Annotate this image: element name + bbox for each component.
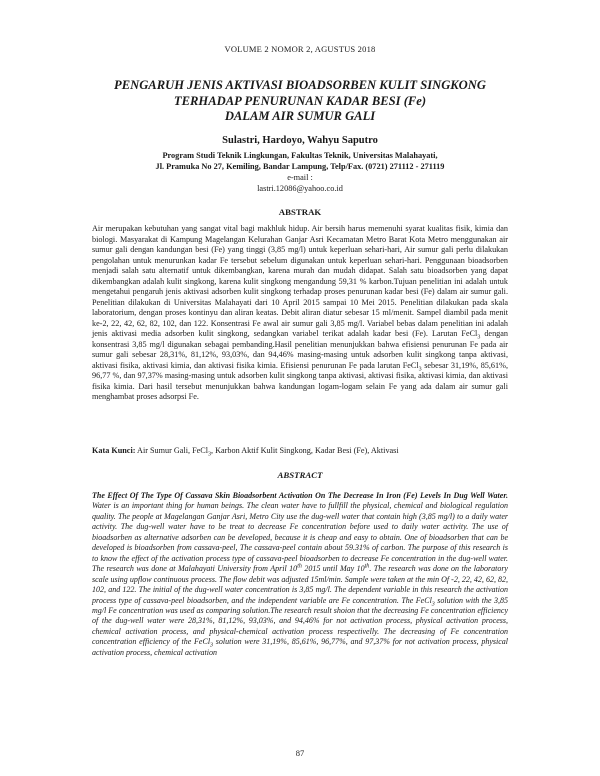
keywords-sub: 3 [208,451,212,458]
journal-header: VOLUME 2 NOMOR 2, AGUSTUS 2018 [224,44,376,54]
keywords-text-a: Air Sumur Gali, FeCl [135,446,209,455]
abstrak-text-b: dengan konsentrasi 3,85 mg/l digunakan sebagai pembanding.Hasil penelitian menunjukkan bahwa efisiensi penurunan Fe pada air sumur gali sebesar 28,31%, 81,12%, 93,03%, dan 94,46% masing-masing untuk adsorben kulit singkong tanpa aktivasi, aktivasi fisika, aktivasi kimia, dan aktivasi fisika kimia. Efisiensi penurunan Fe pada larutan FeCl [92,329,508,370]
page-number: 87 [295,748,305,758]
paper-title [60,78,540,125]
abstrak-body [92,224,508,403]
abstract-text-a: Water is an important thing for human beings. The clean water have to fullfill the physical, chemical and biological regulation quality. The people at Magelangan Ganjar Asri, Metro City use the dug-well water that contain high (3,85 mg/l) to a daily water activity. The dug-well water have to be treat to decrease Fe concentration before used to daily water activity. The use of bioadsorben as alternative adsorben can be developed, because it is cheap and easy to obtain. One of bioadsorben that can be developed is bioadsorben from cassava-peel, The cassava-peel contain about 59.31% of carbon. The purpose of this research is to know the effect of the activation process type of cassava-peel bioadsorben to decrease Fe concentration in the dug-well water. The research was done at Malahayati University from April 10 [92,501,508,574]
abstract-text-b: 2015 until May 10 [301,564,365,574]
title-line-3: DALAM AIR SUMUR GALI [224,109,376,123]
keywords-text-b: , Karbon Aktif Kulit Singkong, Kadar Besi (Fe), Aktivasi [211,446,399,455]
abstrak-sub-a: 3 [477,334,481,341]
abstract-sup-a: th [297,563,302,570]
abstract-sub-a: 3 [431,601,435,608]
keywords [92,446,508,457]
abstrak-heading: ABSTRAK [278,207,322,217]
abstract-text-d: solution with the 3,85 mg/l Fe concentration was used as comparing solution.The research result shoion that the decreasing Fe concentration efficiency of the dug-well water were 28,31%, 81,12%, 93,03%, and 94,46% for not activation process, physical activation process, chemical activation process, and physical-chemical activation process respectivelly. The decreasing of Fe concentration concentration efficiency of the FeCl [92,595,508,647]
abstract-sup-b: th [364,563,370,570]
abstrak-text-a: Air merupakan kebutuhan yang sangat vital bagi makhluk hidup. Air bersih harus memenuhi syarat kualitas fisik, kimia dan biologi. Masyarakat di Kampung Magelangan Kelurahan Ganjar Asri Kecamatan Metro Barat Kota Metro menggunakan air sumur gali dengan kandungan besi (Fe) yang tinggi (3,85 mg/l) untuk keperluan sehari-hari, Air sumur gali perlu dilakukan pengolahan untuk menurunkan kadar Fe tersebut sebelum digunakan untuk keperluan sehari-hari. Penggunaan bioadsorben menjadi salah satu alternatif untuk dikembangkan, karena murah dan mudah didapat. Salah satu bioadsorben yang dapat dikembangkan adalah kulit singkong, karena kulit singkong mengandung 59,31 % karbon.Tujuan penelitian ini adalah untuk mengetahui pengaruh jenis aktivasi adsorben kulit singkong terhadap proses penurunan kadar besi (Fe) dalam air sumur gali. Penelitian dilakukan di Universitas Malahayati dari 10 April 2015 sampai 10 Mei 2015. Penelitian dilakukan pada skala laboratorium, dengan proses kontinyu dan aliran keatas. Debit aliran diatur sebesar 15 ml/menit. Sampel diambil pada menit ke-2, 22, 42, 62, 82, 102, dan 122. Konsentrasi Fe awal air sumur gali 3,85 mg/l. Variabel bebas dalam penelitian ini adalah jenis aktivasi media adsorben kulit singkong, sedangkan variabel terikat adalah kadar besi (Fe). Larutan FeCl [92,224,508,338]
abstract-heading: ABSTRACT [277,470,323,480]
abstrak-sub-b: 3 [418,366,422,373]
abstrak-text-c: sebesar 31,19%, 85,61%, 96,77 %, dan 97,37% masing-masing untuk adsorben kulit singkong tanpa aktivasi, aktivasi fisika, aktivasi kimia, dan aktivasi fisika kimia. Dari hasil tersebut menunjukkan bahwa kandungan logam-logam selain Fe yang ada dalam air sumur gali menghambat proses adsorpsi Fe. [92,360,508,401]
title-line-1: PENGARUH JENIS AKTIVASI BIOADSORBEN KULIT SINGKONG [114,78,486,92]
abstract-sub-b: 3 [210,642,214,649]
email-address: lastri.12086@yahoo.co.id [257,184,343,193]
abstract-body [92,491,508,658]
affiliation-line-1: Program Studi Teknik Lingkungan, Fakultas Teknik, Universitas Malahayati, [162,151,438,160]
email-label: e-mail : [287,173,313,182]
abstract-text-e: solution were 31,19%, 85,61%, 96,77%, and 97,37% for not activation process, physical activation process, chemical activation [92,637,508,657]
authors: Sulastri, Hardoyo, Wahyu Saputro [222,135,378,146]
title-line-2: TERHADAP PENURUNAN KADAR BESI (Fe) [173,93,427,108]
abstract-lead-title: The Effect Of The Type Of Cassava Skin Bioadsorbent Activation On The Decrease In Iron (Fe) Levels In Dug Well Water. [92,491,508,500]
keywords-label: Kata Kunci: [92,446,136,455]
affiliation-line-2: Jl. Pramuka No 27, Kemiling, Bandar Lampung, Telp/Fax. (0721) 271112 - 271119 [155,162,445,171]
abstract-text-c: . The research was done on the laboratory scale using upflow continuous process. The flow debit was adjusted 15ml/min. Sample were taken at the min Of -2, 22, 42, 62, 82, 102, and 122. The initial of the dug-well water concentration is 3,85 mg/l. The dependent variable in this research the activation process type of cassava-peel bioadsorben, and the independent variable are Fe concentration. The FeCl [92,564,508,605]
